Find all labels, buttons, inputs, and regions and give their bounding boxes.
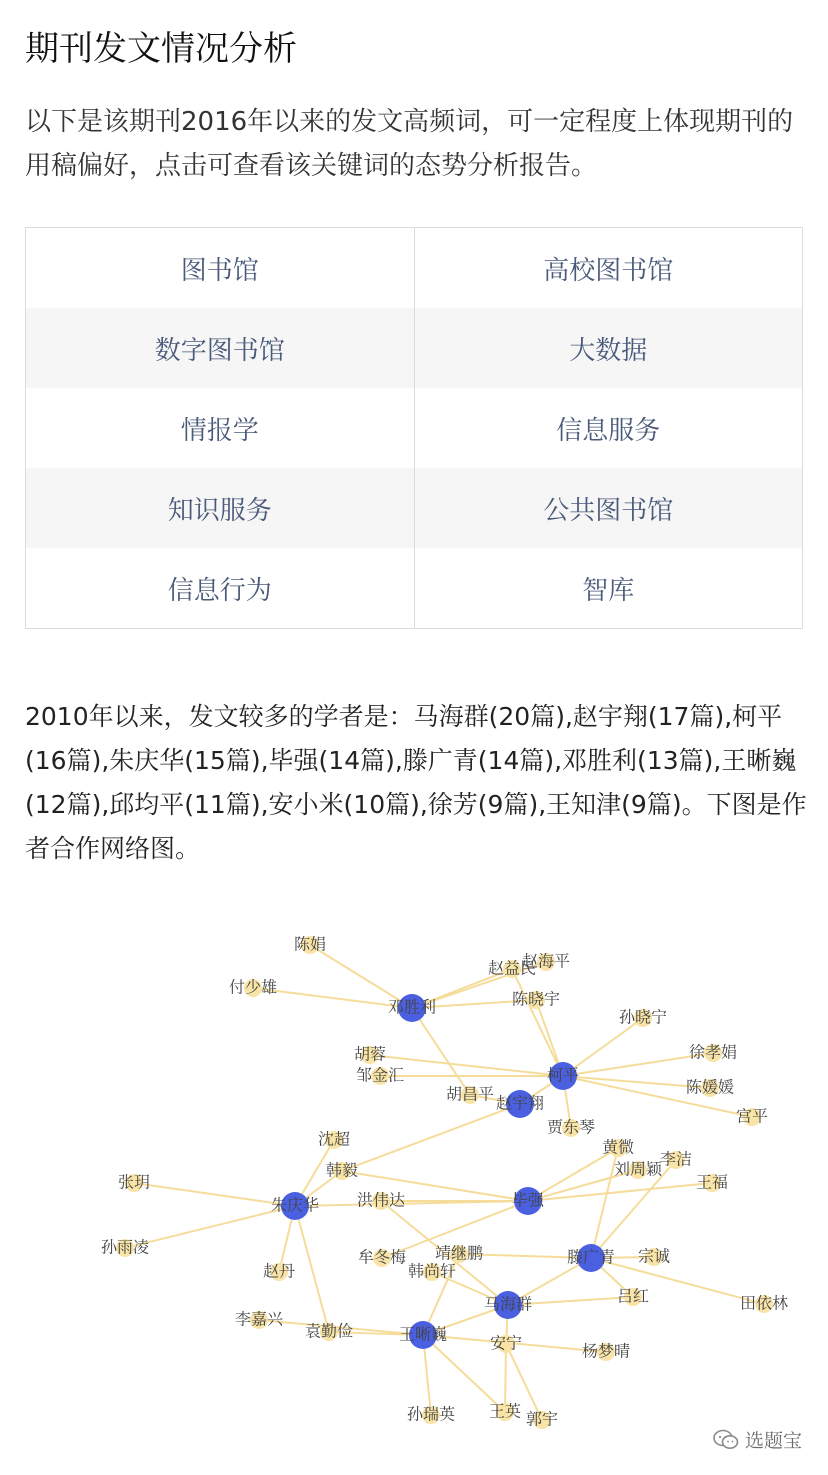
keyword-link[interactable]: 公共图书馆 — [543, 495, 674, 526]
keyword-link[interactable]: 信息行为 — [26, 548, 415, 628]
network-node-label: 洪伟达 — [356, 1190, 406, 1210]
network-node-label: 宗诚 — [637, 1246, 671, 1266]
network-node-label: 胡昌平 — [445, 1084, 495, 1104]
keyword-row — [26, 228, 802, 308]
network-node-label: 孙晓宁 — [618, 1007, 668, 1027]
network-node-label: 杨梦晴 — [581, 1341, 631, 1361]
network-node-label: 袁勤俭 — [304, 1321, 354, 1341]
network-node-label: 滕广青 — [566, 1247, 616, 1267]
network-node-label: 陈娟 — [293, 934, 327, 954]
network-node-label: 徐孝娟 — [688, 1042, 738, 1062]
network-node-label: 吕红 — [616, 1286, 650, 1306]
network-node-label: 宫平 — [735, 1106, 769, 1126]
network-node-label: 李洁 — [659, 1149, 693, 1169]
keyword-link[interactable]: 知识服务 — [26, 468, 415, 548]
network-node-label: 邹金汇 — [355, 1065, 405, 1085]
network-node-label: 邓胜利 — [387, 997, 437, 1017]
network-node-label: 靖继鹏 — [434, 1243, 484, 1263]
coauthor-network-graph — [0, 905, 828, 1455]
network-node-label: 王福 — [695, 1172, 729, 1192]
network-node-label: 贾东琴 — [546, 1117, 596, 1137]
network-node-label: 张玥 — [117, 1172, 151, 1192]
authors-paragraph: 2010年以来，发文较多的学者是：马海群(20篇),赵宇翔(17篇),柯平(16篇),朱庆华(15篇),毕强(14篇),滕广青(14篇),邓胜利(13篇),王晰巍(12篇),邱均平(11篇),安小米(10篇),徐芳(9篇),王知津(9篇)。下图是作者合作网络图。 — [25, 702, 807, 863]
network-node-label: 李嘉兴 — [234, 1309, 284, 1329]
network-node-label: 赵宇翔 — [495, 1093, 545, 1113]
network-node-label: 赵益民 — [487, 958, 537, 978]
network-node-label: 沈超 — [317, 1129, 351, 1149]
network-node-label: 胡蓉 — [353, 1044, 387, 1064]
network-node-label: 赵丹 — [262, 1261, 296, 1281]
network-node-label: 刘周颖 — [613, 1159, 663, 1179]
wechat-icon — [713, 1429, 739, 1451]
watermark-text: 选题宝 — [744, 1430, 802, 1452]
network-node-label: 韩毅 — [325, 1160, 359, 1180]
keyword-link[interactable]: 高校图书馆 — [543, 255, 674, 286]
network-node-label: 安宁 — [489, 1333, 523, 1353]
network-node-label: 陈媛媛 — [685, 1077, 735, 1097]
watermark — [713, 1426, 802, 1453]
network-node-label: 王英 — [488, 1401, 522, 1421]
keyword-link[interactable]: 图书馆 — [26, 228, 415, 308]
keyword-link[interactable]: 智库 — [582, 575, 635, 606]
network-node-label: 陈晓宇 — [511, 989, 561, 1009]
network-edge — [125, 1206, 295, 1248]
keyword-link[interactable]: 信息服务 — [556, 415, 661, 446]
network-node-label: 付少雄 — [228, 977, 278, 997]
keyword-link[interactable]: 大数据 — [569, 335, 648, 366]
network-edge — [512, 969, 563, 1076]
network-edge — [295, 1206, 329, 1332]
keyword-row — [26, 308, 802, 388]
network-node-label: 黄微 — [601, 1137, 635, 1157]
keyword-link[interactable]: 数字图书馆 — [26, 308, 415, 388]
network-node-label: 牟冬梅 — [357, 1247, 407, 1267]
network-node-label: 韩尚轩 — [407, 1261, 457, 1281]
network-node-label: 孙瑞英 — [406, 1404, 456, 1424]
network-node-label: 王晰巍 — [398, 1324, 448, 1344]
network-node-label: 朱庆华 — [270, 1195, 320, 1215]
keyword-row — [26, 548, 802, 628]
network-edge — [342, 1104, 520, 1171]
network-node-label: 赵海平 — [521, 951, 571, 971]
network-node-label: 马海群 — [483, 1294, 533, 1314]
network-node-label: 田依林 — [739, 1293, 789, 1313]
keyword-link[interactable]: 情报学 — [26, 388, 415, 468]
keyword-row — [26, 388, 802, 468]
page-title: 期刊发文情况分析 — [25, 29, 297, 69]
keyword-row — [26, 468, 802, 548]
network-edge — [412, 1008, 470, 1095]
network-node-label: 孙雨凌 — [100, 1237, 150, 1257]
network-node-label: 郭宇 — [525, 1409, 559, 1429]
network-edges — [125, 945, 764, 1420]
intro-paragraph: 以下是该期刊2016年以来的发文高频词，可一定程度上体现期刊的用稿偏好，点击可查看该关键词的态势分析报告。 — [25, 107, 794, 181]
network-node-label: 毕强 — [511, 1190, 545, 1210]
network-node-label: 柯平 — [546, 1065, 580, 1085]
keyword-table — [25, 227, 803, 629]
